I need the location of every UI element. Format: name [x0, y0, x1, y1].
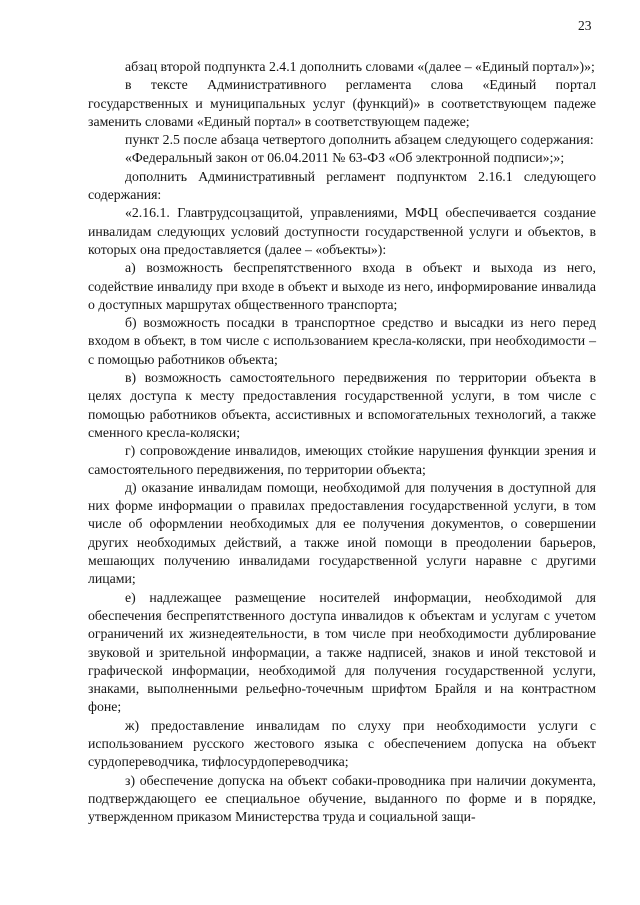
paragraph: в тексте Административного регламента слова «Единый портал государственных и муниципальных услуг (функций)» в соответствующем падеже заменить словами «Единый портал» в соответствующем падеже;: [88, 77, 596, 129]
paragraph: абзац второй подпункта 2.4.1 дополнить словами «(далее – «Единый портал»)»;: [125, 59, 595, 74]
list-item-a: а) возможность беспрепятственного входа в объект и выхода из него, содействие инвалиду при входе в объект и выходе из него, информирование инвалида о доступных маршрутах общественного транспорта;: [88, 260, 596, 312]
list-item-v: в) возможность самостоятельного передвижения по территории объекта в целях доступа к месту предоставления государственной услуги, в том числе с помощью работников объекта, ассистивных и вспомогательных технологий, а также сменного кресла-коляски;: [88, 370, 596, 440]
page-number: 23: [578, 18, 592, 33]
list-item-z: з) обеспечение допуска на объект собаки-проводника при наличии документа, подтверждающего ее специальное обучение, выданного по форме и в порядке, утвержденном приказом Министерства труда и социальной защи-: [88, 772, 596, 825]
list-item-g: г) сопровождение инвалидов, имеющих стойкие нарушения функции зрения и самостоятельного передвижения, по территории объекта;: [88, 443, 596, 477]
paragraph: дополнить Административный регламент подпунктом 2.16.1 следующего содержания:: [88, 168, 596, 203]
list-item-d: д) оказание инвалидам помощи, необходимой для получения в доступной для них форме информации о правилах предоставления государственной услуги, в том числе об оформлении необходимых для ее получения документов, о совершении других необходимых действий, а также иной помощи в преодолении барьеров, мешающих получению инвалидами государственной услуги наравне с другими лицами;: [88, 479, 596, 587]
paragraph: пункт 2.5 после абзаца четвертого дополнить абзацем следующего содержания:: [125, 132, 594, 148]
paragraph: «Федеральный закон от 06.04.2011 № 63-ФЗ «Об электронной подписи»;»;: [125, 150, 565, 166]
paragraph: «2.16.1. Главтрудсоцзащитой, управлениями, МФЦ обеспечивается создание инвалидам следующих условий доступности государственной услуги и объектов, в которых она предоставляется (далее – «объекты»):: [88, 205, 596, 257]
list-item-b: б) возможность посадки в транспортное средство и высадки из него перед входом в объект, в том числе с использованием кресла-коляски, при необходимости – с помощью работников объекта;: [88, 315, 596, 367]
list-item-e: е) надлежащее размещение носителей информации, необходимой для обеспечения беспрепятственного доступа инвалидов к объектам и услугам с учетом ограничений их жизнедеятельности, в том числе при необходимости дублирование звуковой и зрительной информации, а также надписей, знаков и иной текстовой и графической информации, необходимой для получения государственной услуги, знаками, выполненными рельефно-точечным шрифтом Брайля и на контрастном фоне;: [88, 589, 596, 715]
list-item-zh: ж) предоставление инвалидам по слуху при необходимости услуги с использованием русского жестового языка с обеспечением допуска на объект сурдопереводчика, тифлосурдопереводчика;: [88, 717, 596, 770]
document-body: [88, 58, 596, 826]
